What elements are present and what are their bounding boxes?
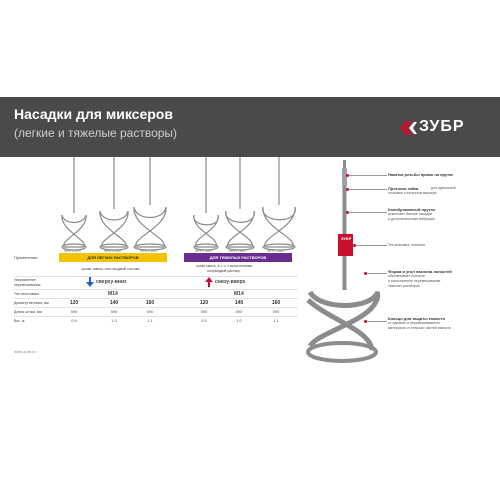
mixer-label-heavy-1: МНТ-120 [195, 248, 212, 253]
arrow-down-icon [86, 277, 94, 287]
diameter-label: Диаметр венчика, мм [14, 301, 49, 305]
mixer-label-light-1: МНЛ-120 [64, 248, 81, 253]
heavy-weight-3: 1.1 [273, 318, 279, 323]
callout-text-2b: стыковки с патроном миксера [388, 191, 437, 195]
light-category-badge: ДЛЯ ЛЕГКИХ РАСТВОРОВ [59, 253, 167, 262]
mixer-label-light-2: МНЛ-140 [104, 248, 121, 253]
callout-line [349, 175, 387, 176]
purpose-label: Применение: [14, 255, 39, 260]
row-divider [14, 289, 298, 290]
large-mixer-illustration [300, 160, 380, 365]
row-divider [14, 298, 298, 299]
light-length-1: 590 [70, 309, 78, 314]
light-diameter-3: 160 [145, 300, 155, 306]
heavy-length-2: 590 [235, 309, 243, 314]
callout-text-2a: для идеальной [431, 186, 456, 190]
light-diameter-1: 120 [69, 300, 79, 306]
direction-label-1: Направление [14, 278, 36, 282]
light-weight-3: 1.1 [147, 318, 153, 323]
row-divider [14, 307, 298, 308]
mixer-label-heavy-3: МНТ-160 [267, 248, 284, 253]
callout-title-2: Проточка гайки [388, 186, 419, 191]
callout-text-4: Тех.упаковка: этикетка [388, 243, 425, 247]
callout-text-5b: и качественное перемешивание [388, 279, 441, 283]
weight-label: Вес, кг [14, 319, 25, 323]
direction-label-2: перемешивания [14, 283, 41, 287]
row-divider [14, 276, 298, 277]
heavy-direction: снизу-вверх [215, 279, 246, 285]
light-weight-1: 0.9 [71, 318, 77, 323]
light-length-2: 590 [110, 309, 118, 314]
heavy-diameter-2: 140 [234, 300, 244, 306]
callout-line [367, 273, 387, 274]
callout-line [367, 321, 387, 322]
callout-line [349, 189, 387, 190]
light-shank: M14 [108, 291, 118, 297]
page-subtitle: (легкие и тяжелые растворы) [14, 126, 178, 140]
heavy-description-2: полужидкий раствор [207, 269, 241, 273]
label-brand: ЗУБР [341, 236, 352, 241]
light-direction: сверху-вниз [96, 279, 127, 285]
light-weight-2: 1.0 [111, 318, 117, 323]
callout-text-3a: исключает биение насадки [388, 212, 432, 216]
length-label: Длина штока, мм [14, 310, 42, 314]
page-title: Насадки для миксеров [14, 106, 173, 122]
shank-label: Тип хвостовика [14, 292, 39, 296]
callout-line [349, 212, 387, 213]
heavy-weight-2: 1.0 [236, 318, 242, 323]
callout-title-1: Накатка резьбы прямо на прутке [388, 172, 454, 177]
heavy-category-badge: ДЛЯ ТЯЖЕЛЫХ РАСТВОРОВ [184, 253, 292, 262]
heavy-diameter-3: 160 [271, 300, 281, 306]
heavy-length-3: 590 [272, 309, 280, 314]
light-length-3: 590 [146, 309, 154, 314]
arrow-up-icon [205, 277, 213, 287]
heavy-description-1: сухая смесь, в т. ч. с включениями, [196, 264, 254, 268]
heavy-weight-1: 0.9 [201, 318, 207, 323]
callout-text-5c: тяжелых растворов [388, 284, 420, 288]
callout-text-6a: от царапин и перемешиваемого [388, 321, 441, 325]
callout-title-5: Форма и угол наклона лопастей [388, 269, 452, 274]
row-divider [14, 316, 298, 317]
heavy-diameter-1: 120 [199, 300, 209, 306]
heavy-length-1: 590 [200, 309, 208, 314]
light-diameter-2: 140 [109, 300, 119, 306]
footer-url: www.zubr.ru [14, 349, 36, 354]
callout-title-3: Калиброванный пруток [388, 207, 435, 212]
callout-text-3b: и дополнительные вибрации [388, 217, 435, 221]
callout-text-6b: материала от стерших частей емкости [388, 326, 451, 330]
brand-logo-text: ЗУБР [419, 118, 465, 135]
light-description: сухая смесь или жидкий состав [81, 266, 140, 271]
mixer-label-heavy-2: МНТ-140 [229, 248, 246, 253]
callout-line [356, 245, 387, 246]
mixer-label-light-3: МНЛ-160 [140, 248, 157, 253]
callout-text-5a: обеспечивает быстрое [388, 274, 425, 278]
callout-title-6: Кольцо для защиты емкости [388, 316, 445, 321]
heavy-shank: M14 [234, 291, 244, 297]
